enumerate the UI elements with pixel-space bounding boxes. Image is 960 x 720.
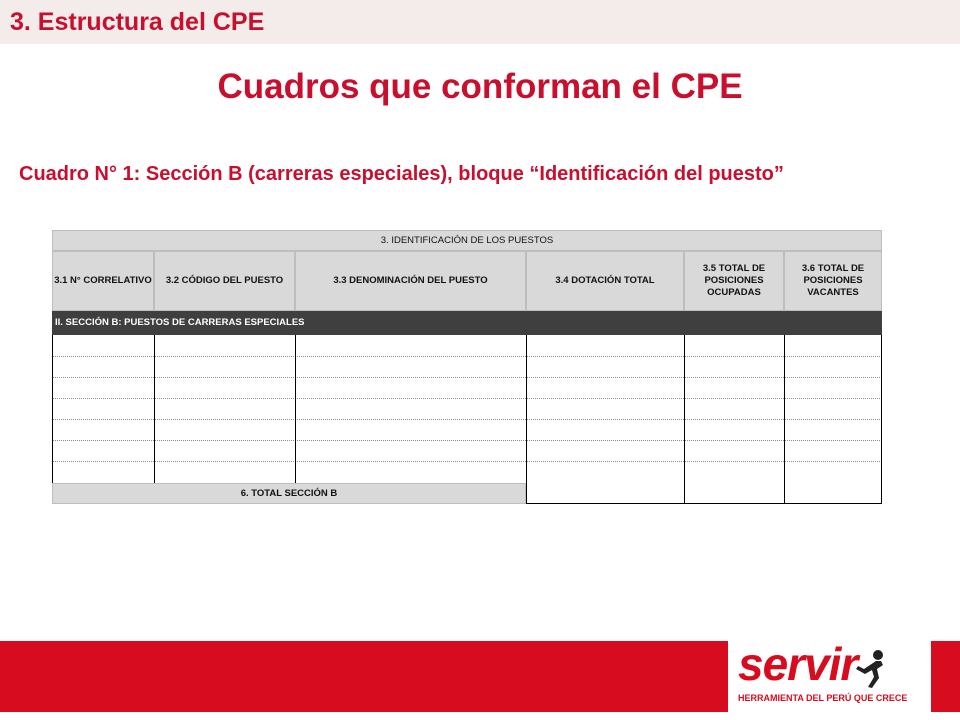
- identification-table: [52, 230, 882, 504]
- column-border: [52, 335, 53, 504]
- column-border: [295, 335, 296, 483]
- row-divider: [52, 440, 882, 441]
- row-divider: [52, 377, 882, 378]
- column-border: [784, 335, 785, 504]
- section-row: II. SECCIÓN B: PUESTOS DE CARRERAS ESPECIALES: [52, 311, 882, 335]
- column-header-denominacion: 3.3 DENOMINACIÓN DEL PUESTO: [295, 251, 526, 311]
- table-subtitle: Cuadro N° 1: Sección B (carreras especiales), bloque “Identificación del puesto”: [19, 163, 784, 185]
- page-title: Cuadros que conforman el CPE: [217, 67, 743, 106]
- logo-wordmark: servir: [738, 638, 858, 690]
- column-border: [684, 335, 685, 504]
- logo-tagline: HERRAMIENTA DEL PERÚ QUE CRECE: [738, 693, 908, 703]
- row-divider: [52, 419, 882, 420]
- column-header-correlativo: 3.1 N° CORRELATIVO: [52, 251, 154, 311]
- column-border: [881, 335, 882, 504]
- table-caption: 3. IDENTIFICACIÓN DE LOS PUESTOS: [52, 230, 882, 251]
- column-header-codigo: 3.2 CÓDIGO DEL PUESTO: [154, 251, 295, 311]
- column-border: [526, 335, 527, 504]
- table-bottom-border: [526, 503, 882, 504]
- column-header-ocupadas: 3.5 TOTAL DE POSICIONES OCUPADAS: [684, 251, 784, 311]
- servir-logo: [728, 638, 931, 712]
- column-header-vacantes: 3.6 TOTAL DE POSICIONES VACANTES: [784, 251, 882, 311]
- row-divider: [52, 461, 882, 462]
- total-row-label: 6. TOTAL SECCIÓN B: [52, 483, 526, 504]
- row-divider: [52, 356, 882, 357]
- person-pushing-icon: [852, 649, 892, 689]
- column-header-dotacion: 3.4 DOTACIÓN TOTAL: [526, 251, 684, 311]
- column-border: [154, 335, 155, 483]
- row-divider: [52, 398, 882, 399]
- section-heading: 3. Estructura del CPE: [10, 8, 265, 36]
